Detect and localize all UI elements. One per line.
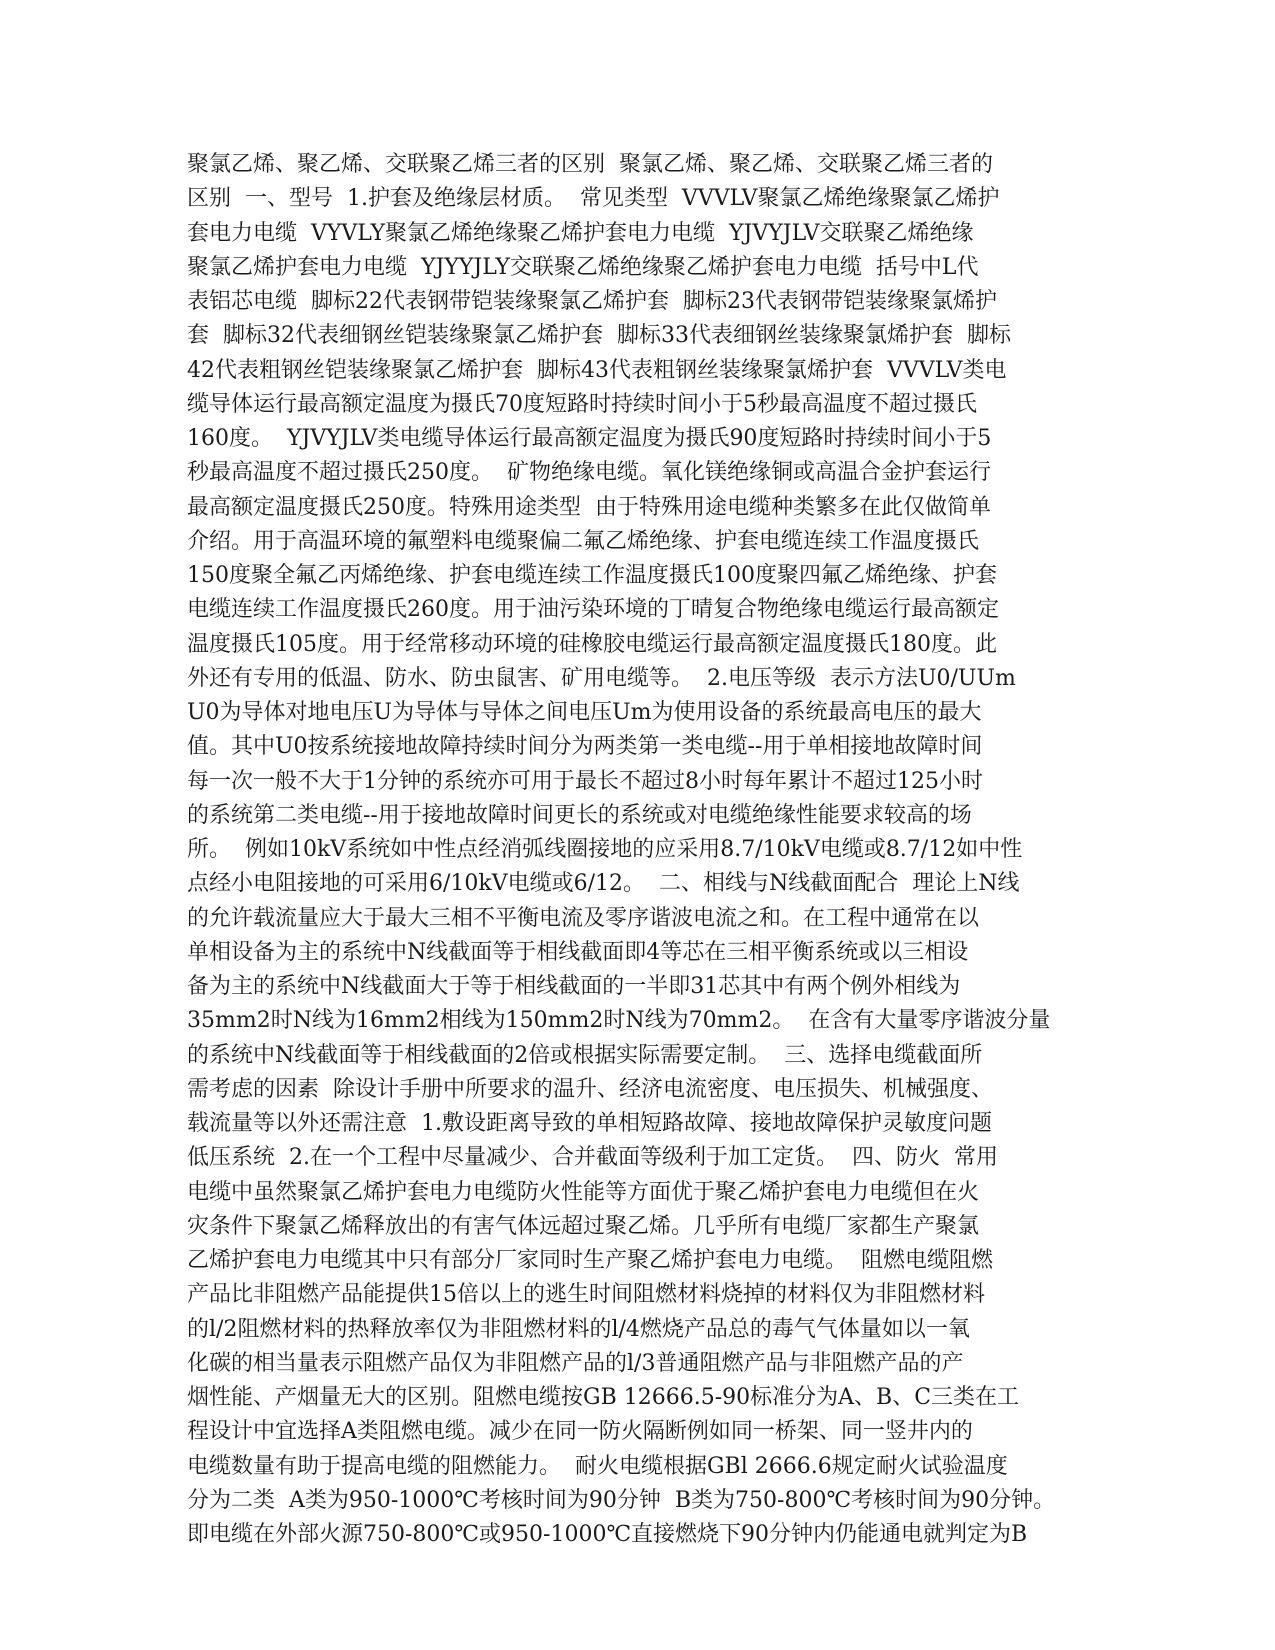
text-line: 的系统中N线截面等于相线截面的2倍或根据实际需要定制。 三、选择电缆截面所: [187, 1042, 983, 1068]
text-line: 电缆连续工作温度摄氏260度。用于油污染环境的丁晴复合物绝缘电缆运行最高额定: [187, 597, 999, 623]
text-line: 套 脚标32代表细钢丝铠装缘聚氯乙烯护套 脚标33代表细钢丝装缘聚氯烯护套 脚标: [187, 323, 1011, 349]
text-line: 程设计中宜选择A类阻燃电缆。减少在同一防火隔断例如同一桥架、同一竖井内的: [187, 1419, 973, 1445]
text-line: 载流量等以外还需注意 1.敷设距离导致的单相短路故障、接地故障保护灵敏度问题: [187, 1111, 992, 1136]
text-line: 套电力电缆 VYVLY聚氯乙烯绝缘聚乙烯护套电力电缆 YJVYJLV交联聚乙烯绝缘: [187, 220, 974, 246]
text-line: 每一次一般不大于1分钟的系统亦可用于最长不超过8小时每年累计不超过125小时: [187, 768, 983, 794]
text-line: 电缆数量有助于提高电缆的阻燃能力。 耐火电缆根据GBl 2666.6规定耐火试验温度: [187, 1453, 1008, 1479]
text-line: 单相设备为主的系统中N线截面等于相线截面即4等芯在三相平衡系统或以三相设: [187, 939, 969, 965]
text-line: 产品比非阻燃产品能提供15倍以上的逃生时间阻燃材料烧掉的材料仅为非阻燃材料: [187, 1282, 985, 1308]
text-line: 秒最高温度不超过摄氏250度。 矿物绝缘电缆。氧化镁绝缘铜或高温合金护套运行: [187, 460, 991, 486]
text-line: 表铝芯电缆 脚标22代表钢带铠装缘聚氯乙烯护套 脚标23代表钢带铠装缘聚氯烯护: [187, 289, 997, 314]
text-line: 35mm2时N线为16mm2相线为150mm2时N线为70mm2。 在含有大量零序谐波分量: [187, 1008, 1051, 1034]
text-line: 42代表粗钢丝铠装缘聚氯乙烯护套 脚标43代表粗钢丝装缘聚氯烯护套 VVVLV类电: [187, 357, 1007, 383]
text-line: 温度摄氏105度。用于经常移动环境的硅橡胶电缆运行最高额定温度摄氏180度。此: [187, 631, 997, 657]
text-line: 点经小电阻接地的可采用6/10kV电缆或6/12。 二、相线与N线截面配合 理论上N线: [187, 871, 1020, 897]
text-line: 介绍。用于高温环境的氟塑料电缆聚偏二氟乙烯绝缘、护套电缆连续工作温度摄氏: [187, 528, 980, 554]
text-line: 聚氯乙烯、聚乙烯、交联聚乙烯三者的区别 聚氯乙烯、聚乙烯、交联聚乙烯三者的: [187, 152, 993, 177]
text-line: 所。 例如10kV系统如中性点经消弧线圈接地的应采用8.7/10kV电缆或8.7/12如中性: [187, 837, 1023, 862]
text-line: 的l/2阻燃材料的热释放率仅为非阻燃材料的l/4燃烧产品总的毒气气体量如以一氧: [187, 1316, 970, 1342]
text-line: 需考虑的因素 除设计手册中所要求的温升、经济电流密度、电压损失、机械强度、: [187, 1076, 993, 1102]
body-text: [187, 148, 1087, 1552]
text-line: U0为导体对地电压U为导体与导体之间电压Um为使用设备的系统最高电压的最大: [187, 700, 982, 725]
text-line: 缆导体运行最高额定温度为摄氏70度短路时持续时间小于5秒最高温度不超过摄氏: [187, 391, 977, 417]
text-line: 的允许载流量应大于最大三相不平衡电流及零序谐波电流之和。在工程中通常在以: [187, 905, 980, 931]
text-line: 160度。 YJVYJLV类电缆导体运行最高额定温度为摄氏90度短路时持续时间小于5: [187, 426, 992, 451]
text-line: 灾条件下聚氯乙烯释放出的有害气体远超过聚乙烯。几乎所有电缆厂家都生产聚氯: [187, 1213, 980, 1239]
text-line: 备为主的系统中N线截面大于等于相线截面的一半即31芯其中有两个例外相线为: [187, 974, 961, 999]
text-line: 电缆中虽然聚氯乙烯护套电力电缆防火性能等方面优于聚乙烯护套电力电缆但在火: [187, 1179, 980, 1205]
text-line: 150度聚全氟乙丙烯绝缘、护套电缆连续工作温度摄氏100度聚四氟乙烯绝缘、护套: [187, 563, 997, 588]
text-line: 值。其中U0按系统接地故障持续时间分为两类第一类电缆--用于单相接地故障时间: [187, 734, 983, 760]
text-line: 化碳的相当量表示阻燃产品仅为非阻燃产品的l/3普通阻燃产品与非阻燃产品的产: [187, 1350, 964, 1376]
text-line: 低压系统 2.在一个工程中尽量减少、合并截面等级利于加工定货。 四、防火 常用: [187, 1145, 998, 1171]
text-line: 即电缆在外部火源750-800℃或950-1000℃直接燃烧下90分钟内仍能通电就判定为B: [187, 1522, 1028, 1547]
text-line: 烟性能、产烟量无大的区别。阻燃电缆按GB 12666.5-90标准分为A、B、C三类在工: [187, 1385, 1020, 1410]
text-line: 分为二类 A类为950-1000℃考核时间为90分钟 B类为750-800℃考核时间为90分钟。: [187, 1487, 1056, 1513]
text-line: 区别 一、型号 1.护套及绝缘层材质。 常见类型 VVVLV聚氯乙烯绝缘聚氯乙烯护: [187, 186, 1000, 212]
text-line: 最高额定温度摄氏250度。特殊用途类型 由于特殊用途电缆种类繁多在此仅做简单: [187, 494, 991, 520]
text-line: 乙烯护套电力电缆其中只有部分厂家同时生产聚乙烯护套电力电缆。 阻燃电缆阻燃: [187, 1248, 993, 1273]
text-line: 外还有专用的低温、防水、防虫鼠害、矿用电缆等。 2.电压等级 表示方法U0/UUm: [187, 665, 1016, 691]
text-line: 聚氯乙烯护套电力电缆 YJYYJLY交联聚乙烯绝缘聚乙烯护套电力电缆 括号中L代: [187, 254, 979, 280]
text-line: 的系统第二类电缆--用于接地故障时间更长的系统或对电缆绝缘性能要求较高的场: [187, 802, 972, 828]
